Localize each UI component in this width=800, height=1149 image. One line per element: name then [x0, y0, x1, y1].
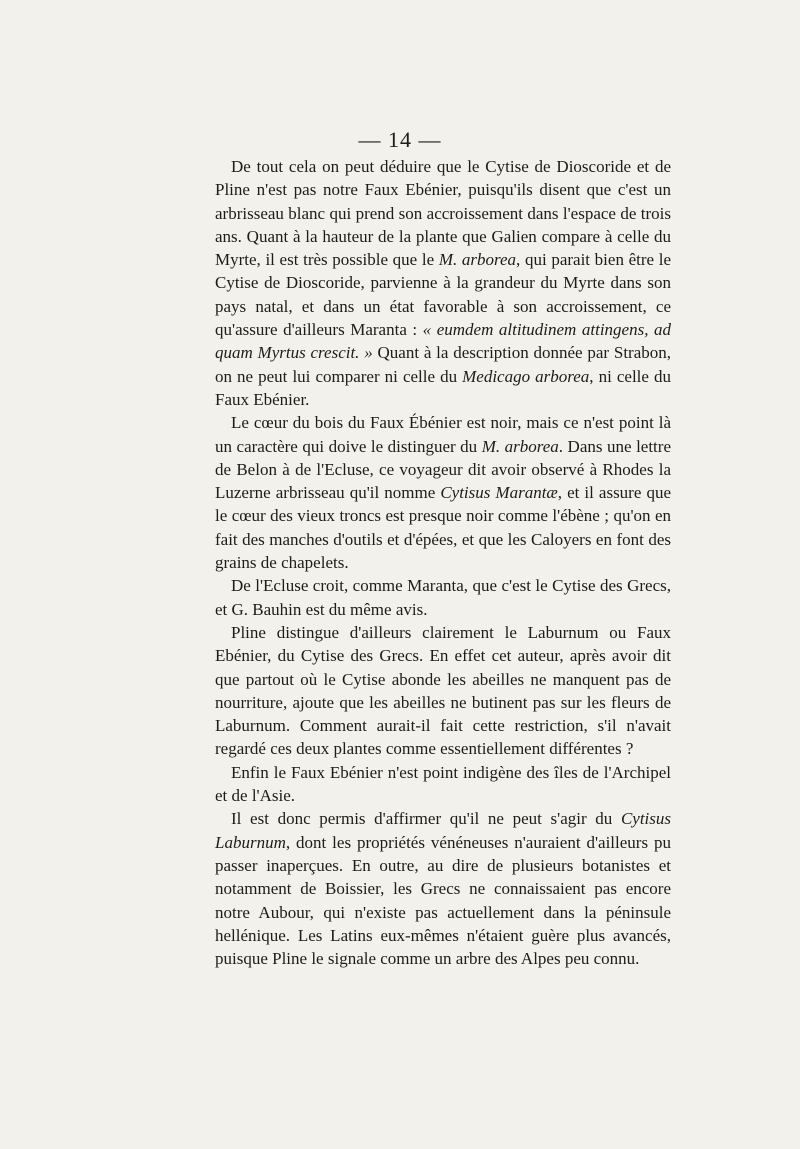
text-run: , et il assure que le cœur des vieux troncs est presque noir comme l'ébène ; qu'on en fait des manches d'outils et d'épées, et que les Caloyers en font des grains de chapelets. [215, 483, 671, 573]
text-run: Quant à la description donnée par Strabon, on ne peut lui comparer ni celle du [215, 343, 672, 386]
paragraph [215, 155, 671, 411]
text-run: De l'Ecluse croit, comme Maranta, que c'est le Cytise des Grecs, et G. Bauhin est du même avis. [215, 576, 671, 619]
italic-text: M. arborea [438, 250, 517, 270]
text-run: . Dans une lettre de Belon à de l'Ecluse, ce voyageur dit avoir observé à Rhodes la Luzerne arbrisseau qu'il nomme [215, 436, 671, 503]
italic-text: Cytisus Laburnum [215, 809, 671, 852]
paragraph [215, 807, 671, 970]
paragraph [215, 761, 671, 808]
text-run: , qui parait bien être le Cytise de Dioscoride, parvienne à la grandeur du Myrte dans son pays natal, et dans un état favorable à son accroissement, ce qu'assure d'ailleurs Maranta : [215, 250, 671, 340]
page-number: — 14 — [358, 127, 442, 152]
text-run: Enfin le Faux Ebénier n'est point indigène des îles de l'Archipel et de l'Asie. [215, 762, 671, 806]
text-run: Il est donc permis d'affirmer qu'il ne peut s'agir du [231, 809, 621, 829]
text-run: Pline distingue d'ailleurs clairement le Laburnum ou Faux Ebénier, du Cytise des Grecs. En effet cet auteur, après avoir dit que partout où le Cytise abonde les abeilles ne manquent pas de nourriture, ajoute que les abeilles ne butinent pas sur les fleurs de Laburnum. Comment aurait-il fait cette restriction, s'il n'avait regardé ces deux plantes comme essentiellement différentes ? [215, 622, 671, 759]
paragraph [215, 574, 671, 621]
paragraph [215, 411, 671, 574]
text-run: Le cœur du bois du Faux Ébénier est noir, mais ce n'est point là un caractère qui doive le distinguer du [215, 413, 671, 456]
paragraph [215, 621, 671, 761]
italic-text: Medicago arborea [462, 366, 590, 386]
text-run: , dont les propriétés vénéneuses n'auraient d'ailleurs pu passer inaperçues. En outre, au dire de plusieurs botanistes et notamment de Boissier, les Grecs ne connaissaient pas encore notre Aubour, qui n'existe pas actuellement dans la péninsule hellénique. Les Latins eux-mêmes n'étaient guère plus avancés, puisque Pline le signale comme un arbre des Alpes peu connu. [215, 832, 671, 969]
italic-text: Cytisus Marantæ [440, 483, 558, 503]
italic-text: « eumdem altitudinem attingens, ad quam Myrtus crescit. » [215, 320, 671, 363]
text-run: De tout cela on peut déduire que le Cytise de Dioscoride et de Pline n'est pas notre Faux Ebénier, puisqu'ils disent que c'est un arbrisseau blanc qui prend son accroissement dans l'espace de trois ans. Quant à la hauteur de la plante que Galien compare à celle du Myrte, il est très possible que le [215, 157, 671, 270]
italic-text: M. arborea [481, 436, 559, 456]
text-run: , ni celle du Faux Ebénier. [215, 366, 671, 409]
body-text [215, 155, 671, 970]
